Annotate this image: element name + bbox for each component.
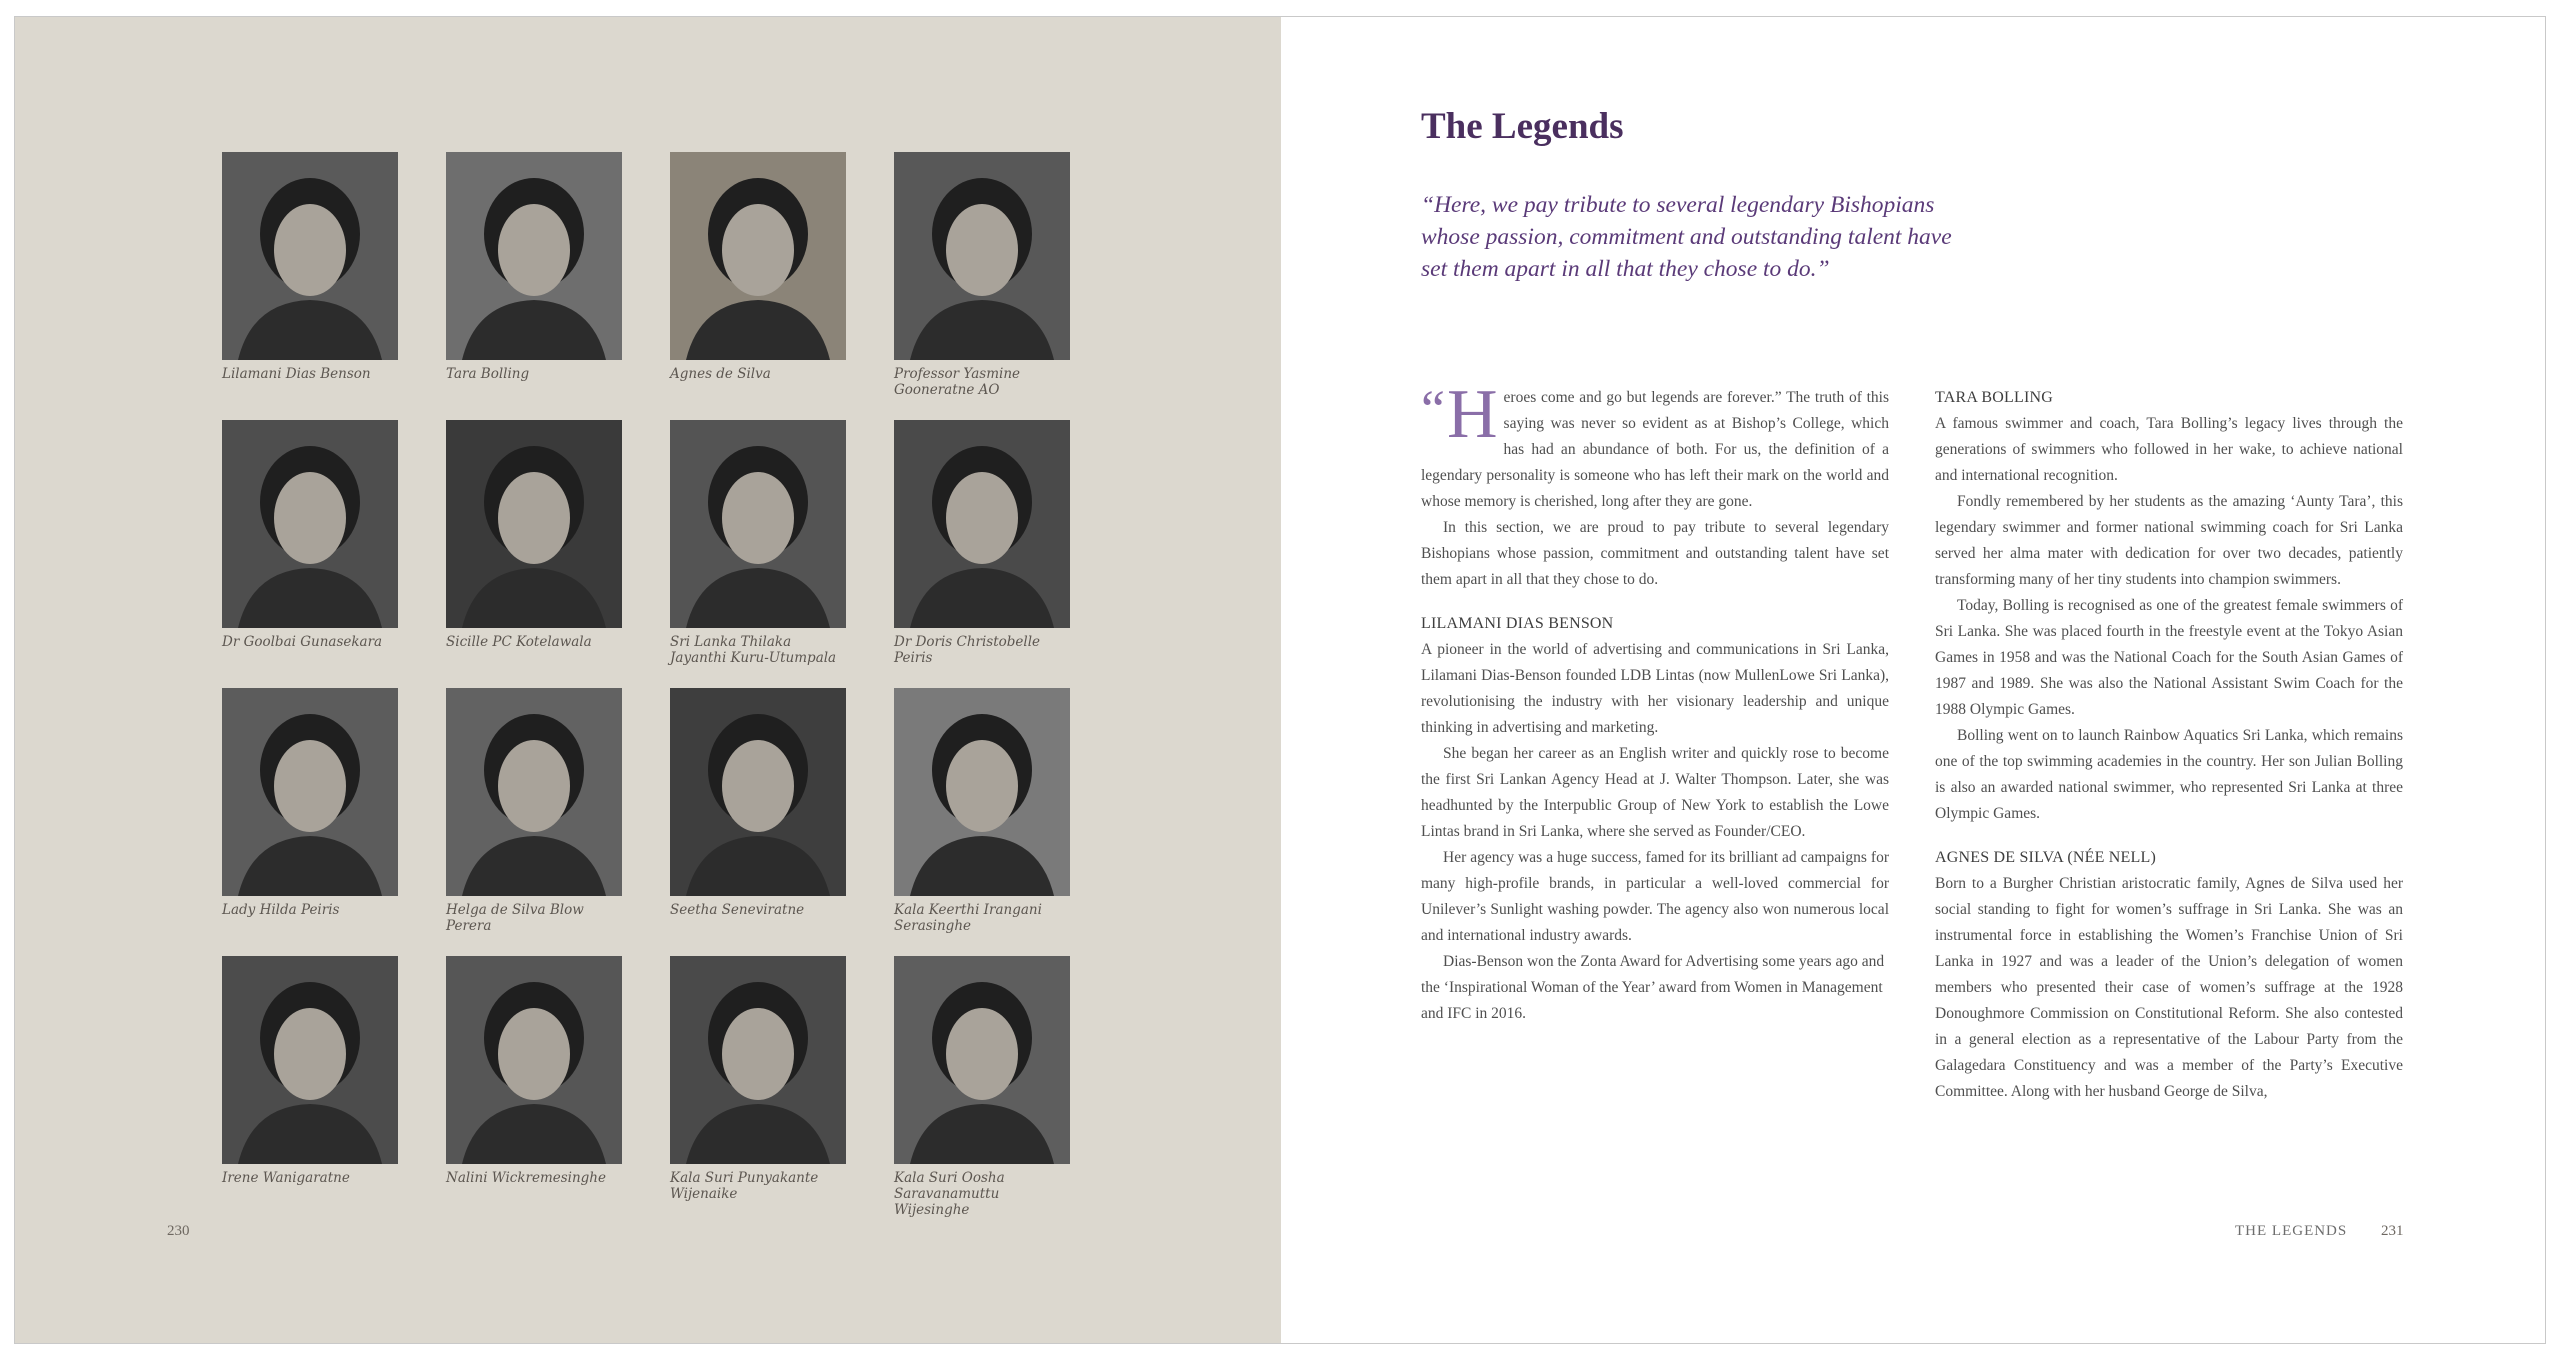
portrait-caption: Helga de Silva Blow Perera: [446, 902, 584, 934]
portrait-photo: [894, 420, 1070, 628]
portrait-card: [894, 420, 1070, 666]
portrait-photo: [222, 152, 398, 360]
portrait-photo: [222, 688, 398, 896]
portrait-photo: [446, 956, 622, 1164]
portrait-photo: [894, 152, 1070, 360]
portrait-photo: [670, 956, 846, 1164]
portrait-caption: Dr Goolbai Gunasekara: [222, 634, 383, 650]
page-number-right: 231: [2381, 1223, 2404, 1239]
portrait-caption: Nalini Wickremesinghe: [446, 1170, 606, 1186]
portrait-card: [894, 956, 1070, 1218]
portrait-caption: Kala Keerthi Irangani Serasinghe: [894, 902, 1042, 934]
portrait-card: [670, 688, 846, 918]
portrait-caption: Professor Yasmine Gooneratne AO: [894, 366, 1021, 398]
drop-cap: H: [1446, 376, 1498, 453]
running-head: THE LEGENDS: [2235, 1223, 2348, 1239]
portrait-card: [446, 420, 622, 650]
portrait-caption: Seetha Seneviratne: [670, 902, 805, 918]
portrait-card: [670, 956, 846, 1202]
portrait-photo: [446, 688, 622, 896]
portrait-card: [222, 956, 398, 1186]
tara-paragraph-1: A famous swimmer and coach, Tara Bolling’s legacy lives through the generations of swimmers who followed in her wake, to achieve national and international recognition.: [1935, 415, 2403, 484]
right-page: [1281, 17, 2546, 1343]
portrait-photo: [670, 420, 846, 628]
portrait-card: [222, 688, 398, 918]
portrait-card: [446, 152, 622, 382]
portrait-photo: [894, 688, 1070, 896]
open-quote-mark: “: [1421, 379, 1445, 439]
portrait-caption: Irene Wanigaratne: [222, 1170, 350, 1186]
section-heading-lilamani: LILAMANI DIAS BENSON: [1421, 615, 1614, 632]
lilamani-paragraph-4: Dias-Benson won the Zonta Award for Advertising some years ago and the ‘Inspirational Woman of the Year’ award from Women in Management and IFC in 2016.: [1421, 953, 1885, 1022]
lilamani-paragraph-1: A pioneer in the world of advertising and communications in Sri Lanka, Lilamani Dias-Benson founded LDB Lintas (now MullenLowe Sri Lanka), revolutionising the industry with her visionary leadership and unique thinking in advertising and marketing.: [1421, 641, 1889, 736]
section-heading-tara: TARA BOLLING: [1935, 389, 2054, 406]
portrait-caption: Sicille PC Kotelawala: [446, 634, 592, 650]
pull-quote: “Here, we pay tribute to several legendary Bishopians whose passion, commitment and outstanding talent have set them apart in all that they chose to do.”: [1421, 192, 1952, 282]
portrait-photo: [670, 688, 846, 896]
portrait-card: [670, 152, 846, 382]
portrait-caption: Lady Hilda Peiris: [222, 902, 340, 918]
portrait-photo: [446, 420, 622, 628]
portrait-card: [894, 152, 1070, 398]
intro-paragraph-2: In this section, we are proud to pay tribute to several legendary Bishopians whose passion, commitment and outstanding talent have set them apart in all that they chose to do.: [1421, 519, 1889, 588]
portrait-card: [446, 688, 622, 934]
portrait-caption: Kala Suri Oosha Saravanamuttu Wijesinghe: [894, 1170, 1005, 1218]
tara-paragraph-4: Bolling went on to launch Rainbow Aquatics Sri Lanka, which remains one of the top swimming academies in the country. Her son Julian Bolling is also an awarded national swimmer, who represented Sri Lanka at three Olympic Games.: [1935, 727, 2403, 822]
lilamani-paragraph-2: She began her career as an English writer and quickly rose to become the first Sri Lankan Agency Head at J. Walter Thompson. Later, she was headhunted by the Interpublic Group of New York to establish the Lowe Lintas brand in Sri Lanka, where she served as Founder/CEO.: [1421, 745, 1889, 840]
portrait-card: [222, 152, 398, 382]
portrait-caption: Tara Bolling: [446, 366, 530, 382]
portrait-caption: Agnes de Silva: [670, 366, 771, 382]
portrait-card: [670, 420, 846, 666]
portrait-caption: Sri Lanka Thilaka Jayanthi Kuru-Utumpala: [670, 634, 837, 666]
text-column-2: [1935, 385, 2403, 1105]
intro-block: [1421, 376, 1889, 515]
section-heading-agnes: AGNES DE SILVA (NÉE NELL): [1935, 849, 2156, 866]
intro-paragraph-1: eroes come and go but legends are forever.” The truth of this saying was never so evident as at Bishop’s College, which has had an abundance of both. For us, the definition of a legendary personality is someone who has left their mark on the world and whose memory is cherished, long after they are gone.: [1421, 389, 1889, 510]
page-number-left: 230: [167, 1223, 190, 1239]
portrait-photo: [670, 152, 846, 360]
portrait-photo: [222, 420, 398, 628]
agnes-paragraph-1: Born to a Burgher Christian aristocratic family, Agnes de Silva used her social standing to fight for women’s suffrage in Sri Lanka. She was an instrumental force in establishing the Women’s Franchise Union of Sri Lanka in 1927 and was a leader of the Union’s delegation of women members who presented their case of women’s suffrage at the 1928 Donoughmore Commission on Constitutional Reform. She also contested in a general election as a representative of the Labour Party from the Galagedara Constituency and was a member of the Party’s Executive Committee. Along with her husband George de Silva,: [1935, 875, 2403, 1100]
book-spread: [14, 16, 2546, 1344]
portrait-caption: Lilamani Dias Benson: [222, 366, 371, 382]
left-page: [15, 17, 1281, 1343]
portrait-photo: [446, 152, 622, 360]
portrait-photo: [222, 956, 398, 1164]
page-title: The Legends: [1421, 106, 1624, 147]
tara-paragraph-3: Today, Bolling is recognised as one of the greatest female swimmers of Sri Lanka. She was placed fourth in the freestyle event at the Tokyo Asian Games in 1958 and was the National Coach for the South Asian Games of 1987 and 1989. She was also the National Assistant Swim Coach for the 1988 Olympic Games.: [1935, 597, 2403, 718]
lilamani-paragraph-3: Her agency was a huge success, famed for its brilliant ad campaigns for many high-profile brands, in particular a well-loved commercial for Unilever’s Sunlight washing powder. The agency also won numerous local and international industry awards.: [1421, 849, 1889, 944]
portrait-photo: [894, 956, 1070, 1164]
portrait-card: [894, 688, 1070, 934]
portrait-card: [222, 420, 398, 650]
tara-paragraph-2: Fondly remembered by her students as the amazing ‘Aunty Tara’, this legendary swimmer and former national swimming coach for Sri Lanka served her alma mater with dedication for over two decades, patiently transforming many of her tiny students into champion swimmers.: [1935, 493, 2403, 588]
portrait-caption: Dr Doris Christobelle Peiris: [894, 634, 1041, 666]
text-column-1: [1421, 376, 1889, 1027]
portrait-card: [446, 956, 622, 1186]
portrait-caption: Kala Suri Punyakante Wijenaike: [670, 1170, 819, 1202]
